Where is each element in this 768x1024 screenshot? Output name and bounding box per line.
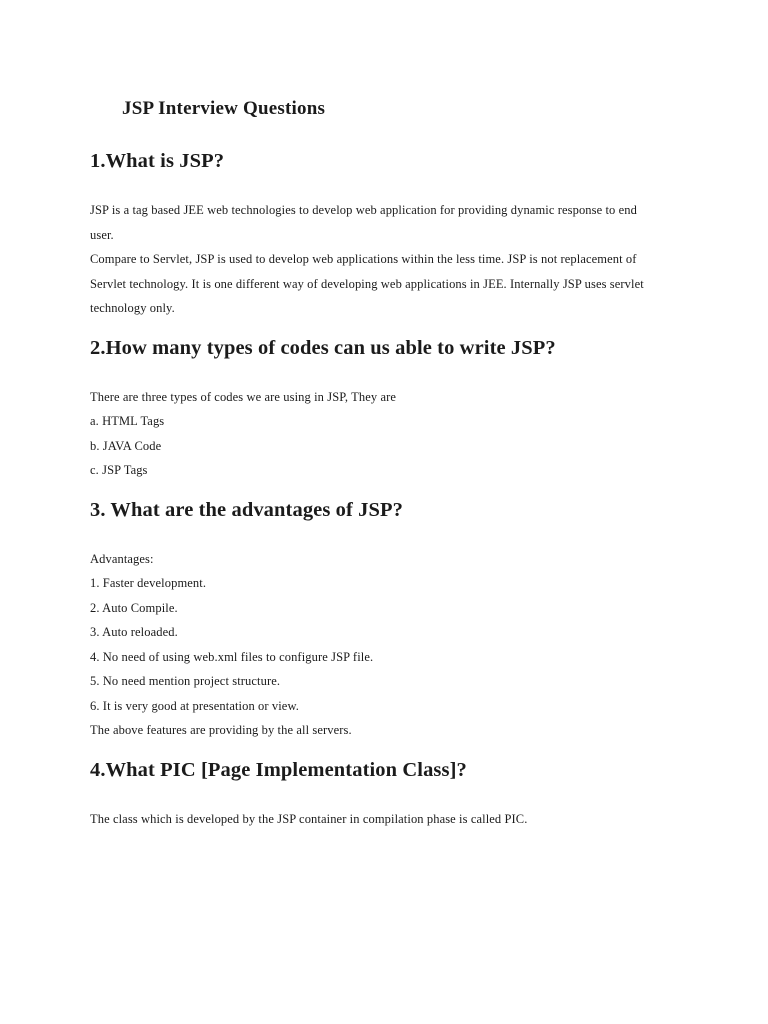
body-line: JSP is a tag based JEE web technologies to develop web application for providing dynamic response to end [90,203,637,217]
body-line: Compare to Servlet, JSP is used to develop web applications within the less time. JSP is not replacement of [90,252,637,266]
answer-body-1 [90,198,710,321]
body-line: user. [90,227,114,242]
list-item-a: a. HTML Tags [90,414,165,428]
document-title: JSP Interview Questions [122,98,326,119]
list-item-b: b. JAVA Code [90,438,162,453]
list-item-5: 5. No need mention project structure. [90,674,281,688]
list-item-2: 2. Auto Compile. [90,600,178,615]
body-line: The class which is developed by the JSP container in compilation phase is called PIC. [90,811,528,826]
body-line: Advantages: [90,551,154,566]
section-types-of-codes [90,335,710,483]
question-heading-3: 3. What are the advantages of JSP? [90,498,403,521]
list-item-3: 3. Auto reloaded. [90,625,178,639]
question-heading-2: 2.How many types of codes can us able to write JSP? [90,336,556,359]
section-what-is-jsp [90,148,710,321]
answer-body-3 [90,547,710,743]
body-line: There are three types of codes we are using in JSP, They are [90,389,397,404]
list-item-1: 1. Faster development. [90,576,207,590]
question-heading-1: 1.What is JSP? [90,150,225,172]
list-item-6: 6. It is very good at presentation or view. [90,698,299,713]
body-line: The above features are providing by the all servers. [90,723,352,737]
answer-body-2 [90,385,710,483]
section-advantages [90,497,710,743]
list-item-c: c. JSP Tags [90,463,148,477]
section-pic [90,757,710,832]
answer-body-4 [90,807,710,832]
list-item-4: 4. No need of using web.xml files to configure JSP file. [90,649,374,664]
question-heading-4: 4.What PIC [Page Implementation Class]? [90,758,467,781]
body-line: Servlet technology. It is one different way of developing web applications in JEE. Internally JSP uses servlet [90,276,644,291]
body-line: technology only. [90,301,175,315]
